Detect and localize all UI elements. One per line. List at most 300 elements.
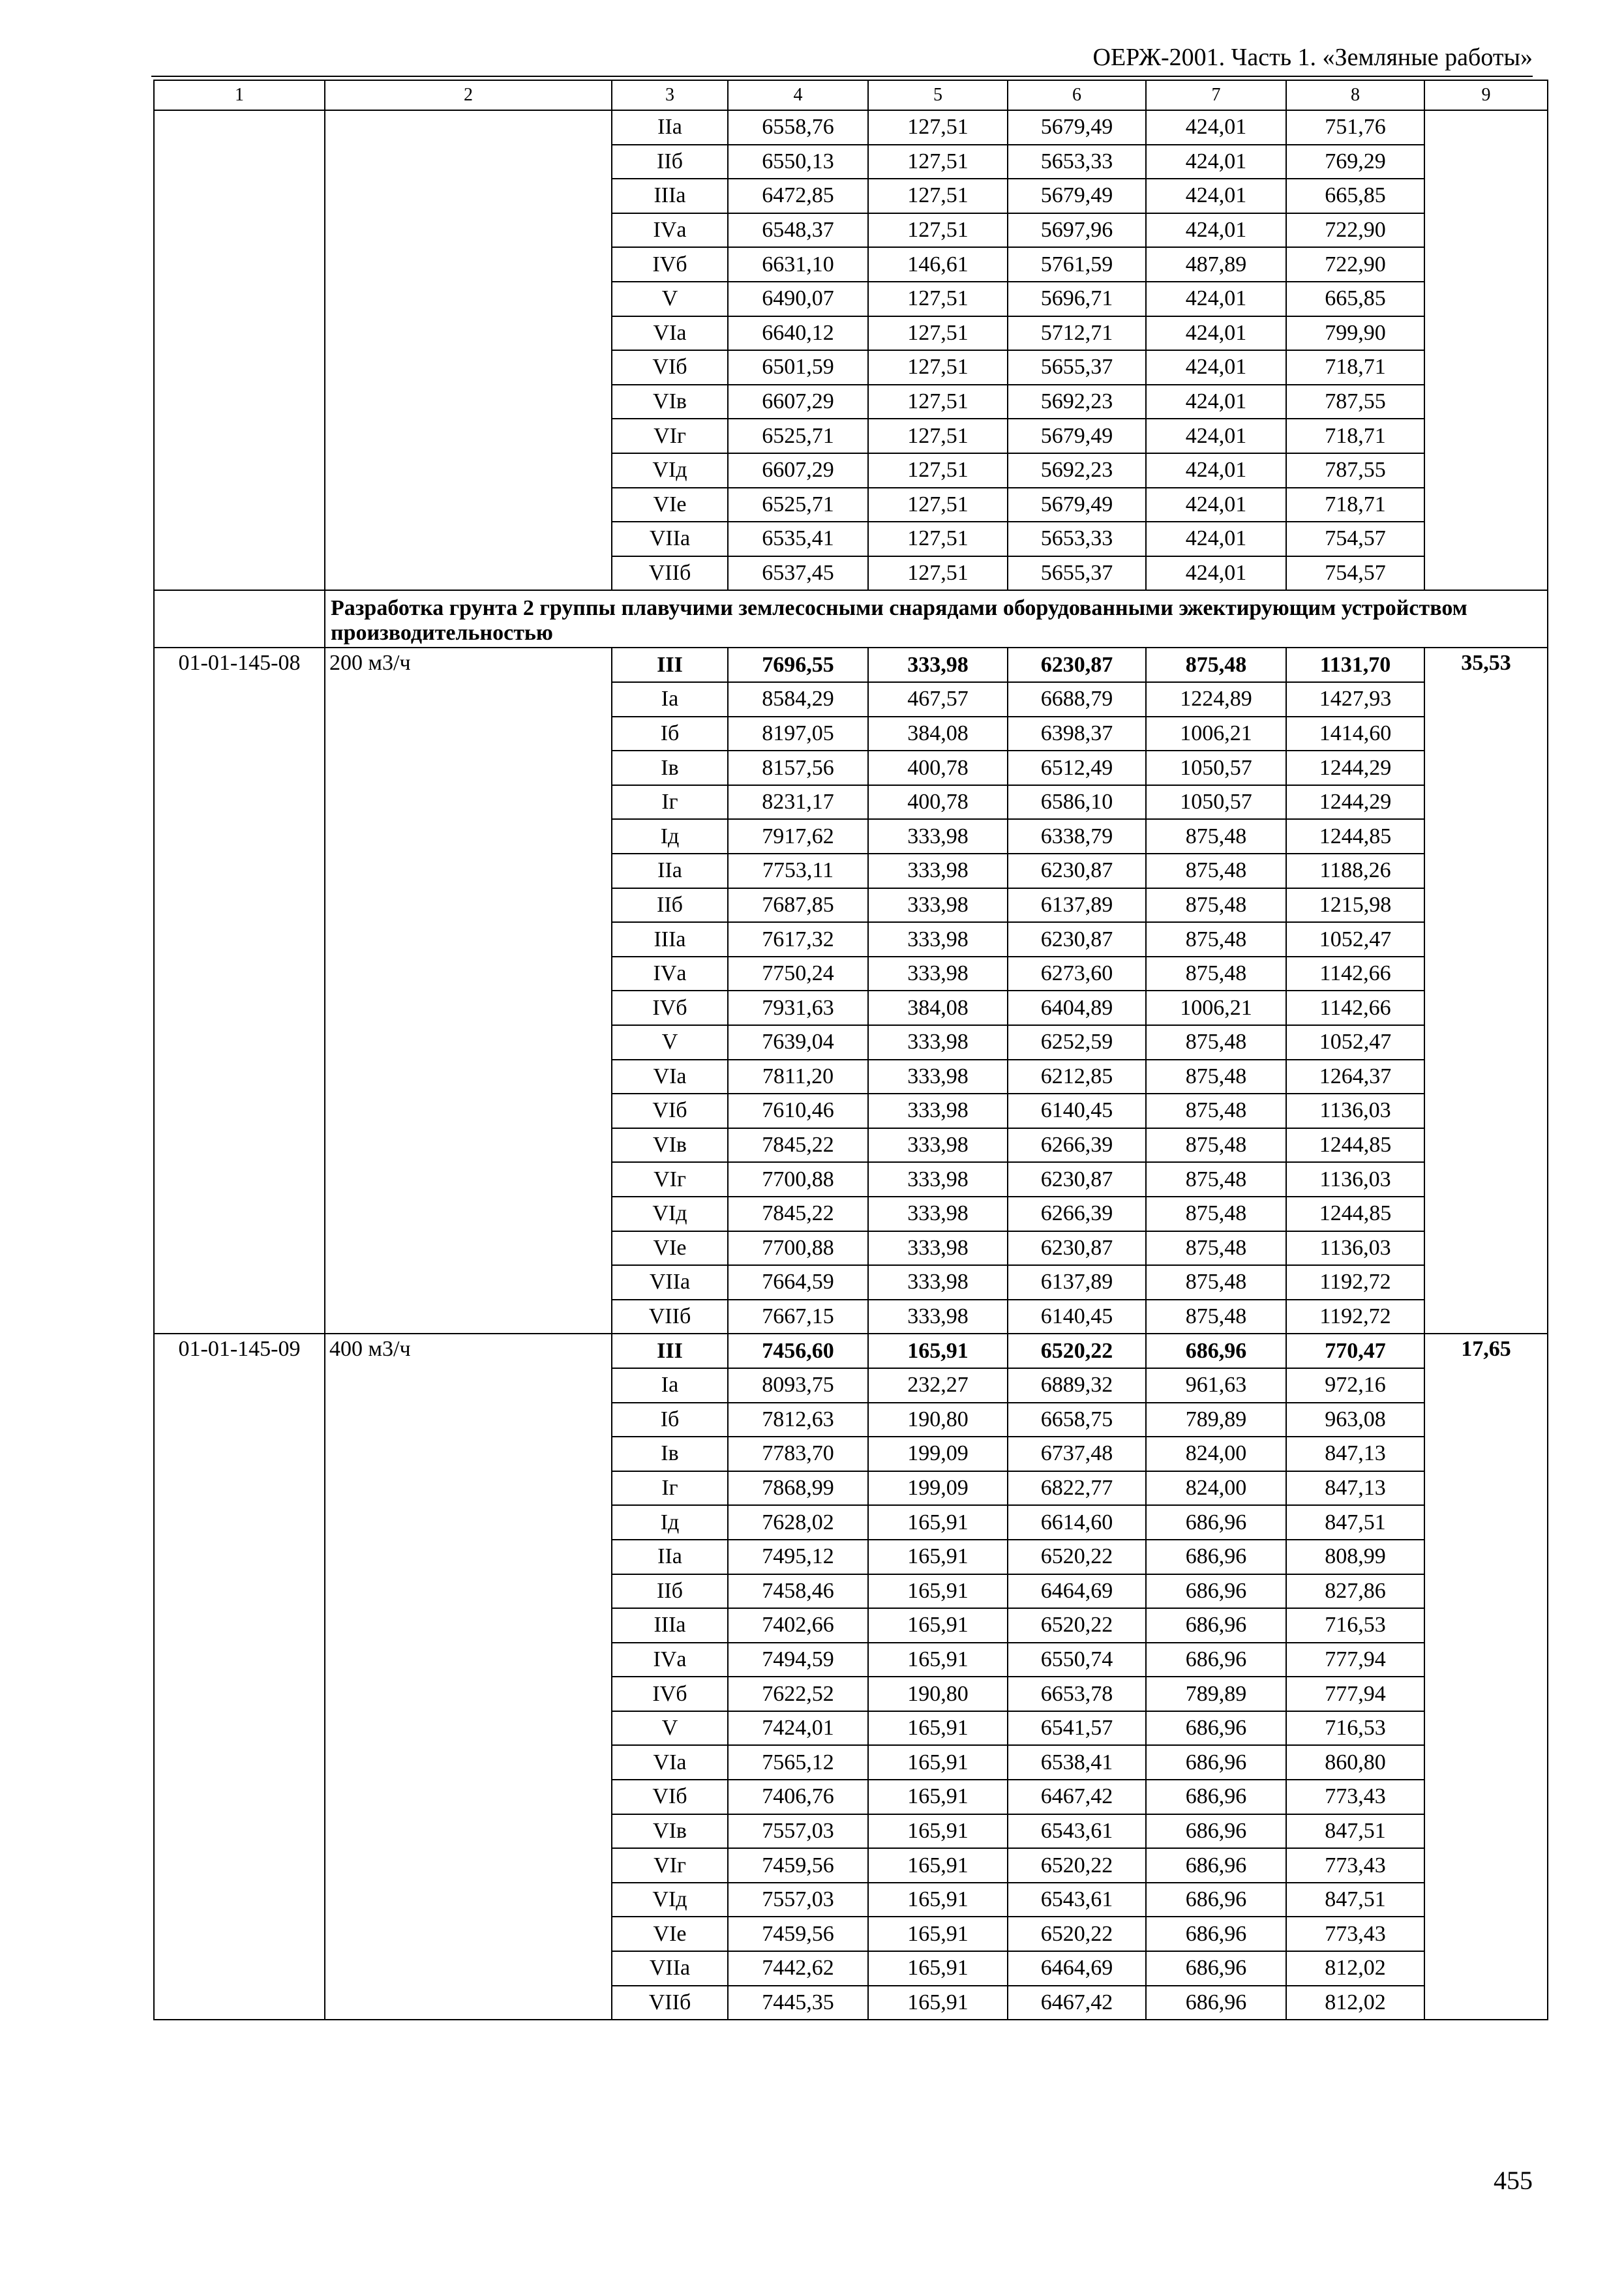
labor-cost-cell: 127,51	[868, 110, 1008, 145]
operator-wage-cell: 875,48	[1146, 888, 1286, 923]
labor-cost-cell: 165,91	[868, 1505, 1008, 1540]
labor-cost-cell: 400,78	[868, 751, 1008, 785]
operator-wage-cell: 686,96	[1146, 1986, 1286, 2020]
operator-wage-cell: 875,48	[1146, 1265, 1286, 1300]
material-cost-cell: 773,43	[1286, 1917, 1424, 1951]
direct-cost-cell: 6607,29	[728, 453, 868, 488]
material-cost-cell: 718,71	[1286, 419, 1424, 453]
direct-cost-cell: 6558,76	[728, 110, 868, 145]
machine-cost-cell: 6230,87	[1008, 1231, 1146, 1266]
soil-category-cell: VIв	[612, 385, 728, 419]
material-cost-cell: 716,53	[1286, 1608, 1424, 1643]
soil-category-cell: IIб	[612, 888, 728, 923]
material-cost-cell: 1142,66	[1286, 991, 1424, 1025]
rates-table-body	[154, 80, 1548, 2020]
direct-cost-cell: 8197,05	[728, 717, 868, 751]
machine-cost-cell: 6230,87	[1008, 648, 1146, 682]
machine-cost-cell: 6266,39	[1008, 1128, 1146, 1163]
operator-wage-cell: 424,01	[1146, 179, 1286, 213]
operator-wage-cell: 686,96	[1146, 1505, 1286, 1540]
operator-wage-cell: 424,01	[1146, 488, 1286, 522]
direct-cost-cell: 7622,52	[728, 1677, 868, 1711]
operator-wage-cell: 424,01	[1146, 522, 1286, 556]
operator-wage-cell: 824,00	[1146, 1437, 1286, 1471]
direct-cost-cell: 7459,56	[728, 1917, 868, 1951]
column-number-row	[154, 80, 1548, 110]
machine-cost-cell: 6658,75	[1008, 1403, 1146, 1437]
machine-cost-cell: 6688,79	[1008, 682, 1146, 717]
material-cost-cell: 751,76	[1286, 110, 1424, 145]
column-number-cell: 8	[1286, 80, 1424, 110]
material-cost-cell: 860,80	[1286, 1745, 1424, 1780]
machine-cost-cell: 5679,49	[1008, 110, 1146, 145]
machine-cost-cell: 6230,87	[1008, 854, 1146, 888]
labor-cost-cell: 333,98	[868, 888, 1008, 923]
soil-category-cell: VIе	[612, 1231, 728, 1266]
material-cost-cell: 1244,85	[1286, 819, 1424, 854]
soil-category-cell: VIIа	[612, 1265, 728, 1300]
soil-category-cell: IVа	[612, 957, 728, 991]
soil-category-cell: IIа	[612, 110, 728, 145]
material-cost-cell: 847,13	[1286, 1471, 1424, 1506]
direct-cost-cell: 7617,32	[728, 922, 868, 957]
machine-cost-cell: 6140,45	[1008, 1094, 1146, 1128]
machine-cost-cell: 5679,49	[1008, 179, 1146, 213]
labor-cost-cell: 333,98	[868, 648, 1008, 682]
soil-category-cell: VIб	[612, 1094, 728, 1128]
machine-cost-cell: 6520,22	[1008, 1917, 1146, 1951]
column-number-cell: 9	[1424, 80, 1548, 110]
operator-wage-cell: 789,89	[1146, 1403, 1286, 1437]
machine-cost-cell: 6889,32	[1008, 1368, 1146, 1403]
labor-cost-cell: 333,98	[868, 1300, 1008, 1334]
labor-cost-cell: 165,91	[868, 1745, 1008, 1780]
direct-cost-cell: 7783,70	[728, 1437, 868, 1471]
material-cost-cell: 1192,72	[1286, 1300, 1424, 1334]
direct-cost-cell: 7458,46	[728, 1574, 868, 1609]
column-number-cell: 3	[612, 80, 728, 110]
labor-cost-cell: 384,08	[868, 717, 1008, 751]
material-cost-cell: 1052,47	[1286, 1025, 1424, 1060]
labor-cost-cell: 127,51	[868, 316, 1008, 351]
direct-cost-cell: 7424,01	[728, 1711, 868, 1746]
soil-category-cell: VIг	[612, 1162, 728, 1197]
machine-cost-cell: 6586,10	[1008, 785, 1146, 820]
soil-category-cell: IIIа	[612, 922, 728, 957]
direct-cost-cell: 6631,10	[728, 247, 868, 282]
labor-cost-cell: 146,61	[868, 247, 1008, 282]
operator-wage-cell: 686,96	[1146, 1711, 1286, 1746]
labor-cost-cell: 333,98	[868, 1060, 1008, 1094]
material-cost-cell: 1215,98	[1286, 888, 1424, 923]
direct-cost-cell: 8584,29	[728, 682, 868, 717]
material-cost-cell: 754,57	[1286, 522, 1424, 556]
material-cost-cell: 722,90	[1286, 247, 1424, 282]
machine-cost-cell: 6653,78	[1008, 1677, 1146, 1711]
labor-cost-cell: 165,91	[868, 1780, 1008, 1814]
soil-category-cell: VIIб	[612, 1986, 728, 2020]
machine-cost-cell: 6543,61	[1008, 1814, 1146, 1849]
soil-category-cell: IIа	[612, 854, 728, 888]
soil-category-cell: Iа	[612, 1368, 728, 1403]
machine-cost-cell: 6614,60	[1008, 1505, 1146, 1540]
machine-cost-cell: 6520,22	[1008, 1540, 1146, 1574]
labor-cost-cell: 127,51	[868, 179, 1008, 213]
labor-cost-cell: 127,51	[868, 282, 1008, 316]
operator-wage-cell: 686,96	[1146, 1917, 1286, 1951]
labor-cost-cell: 190,80	[868, 1677, 1008, 1711]
soil-category-cell: VIг	[612, 419, 728, 453]
labor-cost-cell: 165,91	[868, 1643, 1008, 1677]
operator-wage-cell: 686,96	[1146, 1540, 1286, 1574]
table-row	[154, 110, 1548, 145]
material-cost-cell: 770,47	[1286, 1334, 1424, 1368]
column-number-cell: 4	[728, 80, 868, 110]
material-cost-cell: 754,57	[1286, 556, 1424, 591]
operator-wage-cell: 875,48	[1146, 1300, 1286, 1334]
operator-wage-cell: 424,01	[1146, 419, 1286, 453]
machine-cost-cell: 6398,37	[1008, 717, 1146, 751]
soil-category-cell: VIе	[612, 488, 728, 522]
direct-cost-cell: 6472,85	[728, 179, 868, 213]
operator-wage-cell: 824,00	[1146, 1471, 1286, 1506]
machine-cost-cell: 6520,22	[1008, 1608, 1146, 1643]
direct-cost-cell: 7687,85	[728, 888, 868, 923]
soil-category-cell: IIб	[612, 145, 728, 179]
material-cost-cell: 808,99	[1286, 1540, 1424, 1574]
labor-cost-cell: 127,51	[868, 419, 1008, 453]
soil-category-cell: Iб	[612, 1403, 728, 1437]
column-number-cell: 7	[1146, 80, 1286, 110]
machine-cost-cell: 6467,42	[1008, 1780, 1146, 1814]
labor-cost-cell: 127,51	[868, 453, 1008, 488]
machine-cost-cell: 5761,59	[1008, 247, 1146, 282]
table-row-main	[154, 648, 1548, 682]
rate-cell: 35,53	[1424, 648, 1548, 1334]
machine-cost-cell: 6737,48	[1008, 1437, 1146, 1471]
labor-cost-cell: 400,78	[868, 785, 1008, 820]
direct-cost-cell: 7811,20	[728, 1060, 868, 1094]
soil-category-cell: VIе	[612, 1917, 728, 1951]
rate-cell: 17,65	[1424, 1334, 1548, 2020]
soil-category-cell: VIв	[612, 1128, 728, 1163]
direct-cost-cell: 6501,59	[728, 350, 868, 385]
direct-cost-cell: 7610,46	[728, 1094, 868, 1128]
material-cost-cell: 1264,37	[1286, 1060, 1424, 1094]
operator-wage-cell: 789,89	[1146, 1677, 1286, 1711]
material-cost-cell: 665,85	[1286, 179, 1424, 213]
labor-cost-cell: 127,51	[868, 145, 1008, 179]
labor-cost-cell: 333,98	[868, 1197, 1008, 1231]
direct-cost-cell: 7700,88	[728, 1231, 868, 1266]
direct-cost-cell: 7667,15	[728, 1300, 868, 1334]
machine-cost-cell: 5655,37	[1008, 350, 1146, 385]
name-cell: 200 м3/ч	[325, 648, 612, 1334]
soil-category-cell: IIа	[612, 1540, 728, 1574]
section-title: Разработка грунта 2 группы плавучими землесосными снарядами оборудованными эжектирующим устройством производительностью	[325, 590, 1548, 648]
direct-cost-cell: 7753,11	[728, 854, 868, 888]
material-cost-cell: 1244,85	[1286, 1128, 1424, 1163]
machine-cost-cell: 5697,96	[1008, 213, 1146, 248]
direct-cost-cell: 7696,55	[728, 648, 868, 682]
direct-cost-cell: 7495,12	[728, 1540, 868, 1574]
soil-category-cell: Iг	[612, 1471, 728, 1506]
labor-cost-cell: 127,51	[868, 213, 1008, 248]
material-cost-cell: 718,71	[1286, 350, 1424, 385]
soil-category-cell: V	[612, 1711, 728, 1746]
material-cost-cell: 716,53	[1286, 1711, 1424, 1746]
operator-wage-cell: 1006,21	[1146, 991, 1286, 1025]
direct-cost-cell: 7557,03	[728, 1883, 868, 1917]
machine-cost-cell: 6467,42	[1008, 1986, 1146, 2020]
direct-cost-cell: 7700,88	[728, 1162, 868, 1197]
machine-cost-cell: 6538,41	[1008, 1745, 1146, 1780]
direct-cost-cell: 7557,03	[728, 1814, 868, 1849]
labor-cost-cell: 165,91	[868, 1917, 1008, 1951]
machine-cost-cell: 6543,61	[1008, 1883, 1146, 1917]
name-cell: 400 м3/ч	[325, 1334, 612, 2020]
operator-wage-cell: 686,96	[1146, 1951, 1286, 1986]
machine-cost-cell: 6230,87	[1008, 922, 1146, 957]
labor-cost-cell: 333,98	[868, 1025, 1008, 1060]
operator-wage-cell: 686,96	[1146, 1848, 1286, 1883]
direct-cost-cell: 7845,22	[728, 1128, 868, 1163]
material-cost-cell: 718,71	[1286, 488, 1424, 522]
direct-cost-cell: 8093,75	[728, 1368, 868, 1403]
labor-cost-cell: 333,98	[868, 1094, 1008, 1128]
direct-cost-cell: 7445,35	[728, 1986, 868, 2020]
labor-cost-cell: 165,91	[868, 1540, 1008, 1574]
soil-category-cell: VIг	[612, 1848, 728, 1883]
material-cost-cell: 799,90	[1286, 316, 1424, 351]
material-cost-cell: 787,55	[1286, 385, 1424, 419]
labor-cost-cell: 127,51	[868, 350, 1008, 385]
soil-category-cell: VIд	[612, 1197, 728, 1231]
operator-wage-cell: 875,48	[1146, 648, 1286, 682]
material-cost-cell: 1136,03	[1286, 1094, 1424, 1128]
machine-cost-cell: 6137,89	[1008, 1265, 1146, 1300]
soil-category-cell: VIа	[612, 1745, 728, 1780]
material-cost-cell: 972,16	[1286, 1368, 1424, 1403]
material-cost-cell: 847,51	[1286, 1505, 1424, 1540]
soil-category-cell: IVа	[612, 213, 728, 248]
operator-wage-cell: 424,01	[1146, 453, 1286, 488]
operator-wage-cell: 875,48	[1146, 1094, 1286, 1128]
direct-cost-cell: 7639,04	[728, 1025, 868, 1060]
machine-cost-cell: 6822,77	[1008, 1471, 1146, 1506]
labor-cost-cell: 199,09	[868, 1471, 1008, 1506]
direct-cost-cell: 7494,59	[728, 1643, 868, 1677]
material-cost-cell: 1427,93	[1286, 682, 1424, 717]
direct-cost-cell: 7442,62	[728, 1951, 868, 1986]
machine-cost-cell: 5655,37	[1008, 556, 1146, 591]
operator-wage-cell: 686,96	[1146, 1883, 1286, 1917]
soil-category-cell: IIIа	[612, 1608, 728, 1643]
machine-cost-cell: 6464,69	[1008, 1951, 1146, 1986]
material-cost-cell: 777,94	[1286, 1643, 1424, 1677]
labor-cost-cell: 165,91	[868, 1814, 1008, 1849]
direct-cost-cell: 7406,76	[728, 1780, 868, 1814]
material-cost-cell: 1052,47	[1286, 922, 1424, 957]
labor-cost-cell: 333,98	[868, 1265, 1008, 1300]
soil-category-cell: VIв	[612, 1814, 728, 1849]
labor-cost-cell: 165,91	[868, 1951, 1008, 1986]
material-cost-cell: 722,90	[1286, 213, 1424, 248]
operator-wage-cell: 686,96	[1146, 1814, 1286, 1849]
labor-cost-cell: 127,51	[868, 522, 1008, 556]
machine-cost-cell: 5692,23	[1008, 453, 1146, 488]
material-cost-cell: 847,13	[1286, 1437, 1424, 1471]
operator-wage-cell: 686,96	[1146, 1608, 1286, 1643]
direct-cost-cell: 6548,37	[728, 213, 868, 248]
labor-cost-cell: 333,98	[868, 1128, 1008, 1163]
operator-wage-cell: 875,48	[1146, 1162, 1286, 1197]
machine-cost-cell: 6541,57	[1008, 1711, 1146, 1746]
operator-wage-cell: 875,48	[1146, 957, 1286, 991]
direct-cost-cell: 7931,63	[728, 991, 868, 1025]
material-cost-cell: 847,51	[1286, 1814, 1424, 1849]
rate-cell	[1424, 110, 1548, 590]
soil-category-cell: IVб	[612, 247, 728, 282]
direct-cost-cell: 6535,41	[728, 522, 868, 556]
machine-cost-cell: 5653,33	[1008, 522, 1146, 556]
page-header-title: ОЕРЖ-2001. Часть 1. «Земляные работы»	[1092, 44, 1533, 71]
code-cell	[154, 110, 325, 590]
direct-cost-cell: 6550,13	[728, 145, 868, 179]
operator-wage-cell: 1050,57	[1146, 785, 1286, 820]
machine-cost-cell: 5679,49	[1008, 419, 1146, 453]
direct-cost-cell: 8157,56	[728, 751, 868, 785]
machine-cost-cell: 5679,49	[1008, 488, 1146, 522]
direct-cost-cell: 7750,24	[728, 957, 868, 991]
machine-cost-cell: 6252,59	[1008, 1025, 1146, 1060]
material-cost-cell: 827,86	[1286, 1574, 1424, 1609]
operator-wage-cell: 424,01	[1146, 316, 1286, 351]
labor-cost-cell: 333,98	[868, 957, 1008, 991]
name-cell	[325, 110, 612, 590]
labor-cost-cell: 165,91	[868, 1986, 1008, 2020]
direct-cost-cell: 6607,29	[728, 385, 868, 419]
operator-wage-cell: 875,48	[1146, 1128, 1286, 1163]
operator-wage-cell: 875,48	[1146, 1231, 1286, 1266]
soil-category-cell: IVа	[612, 1643, 728, 1677]
column-number-cell: 6	[1008, 80, 1146, 110]
machine-cost-cell: 6137,89	[1008, 888, 1146, 923]
operator-wage-cell: 424,01	[1146, 145, 1286, 179]
labor-cost-cell: 165,91	[868, 1608, 1008, 1643]
labor-cost-cell: 333,98	[868, 1231, 1008, 1266]
operator-wage-cell: 875,48	[1146, 1197, 1286, 1231]
material-cost-cell: 777,94	[1286, 1677, 1424, 1711]
soil-category-cell: VIIа	[612, 522, 728, 556]
material-cost-cell: 665,85	[1286, 282, 1424, 316]
machine-cost-cell: 5653,33	[1008, 145, 1146, 179]
labor-cost-cell: 165,91	[868, 1711, 1008, 1746]
direct-cost-cell: 7565,12	[728, 1745, 868, 1780]
material-cost-cell: 812,02	[1286, 1986, 1424, 2020]
code-cell: 01-01-145-09	[154, 1334, 325, 2020]
column-number-cell: 2	[325, 80, 612, 110]
soil-category-cell: III	[612, 1334, 728, 1368]
labor-cost-cell: 333,98	[868, 1162, 1008, 1197]
material-cost-cell: 1414,60	[1286, 717, 1424, 751]
soil-category-cell: VIб	[612, 1780, 728, 1814]
machine-cost-cell: 6266,39	[1008, 1197, 1146, 1231]
soil-category-cell: Iб	[612, 717, 728, 751]
labor-cost-cell: 127,51	[868, 488, 1008, 522]
column-number-cell: 1	[154, 80, 325, 110]
direct-cost-cell: 7628,02	[728, 1505, 868, 1540]
machine-cost-cell: 5696,71	[1008, 282, 1146, 316]
soil-category-cell: Iа	[612, 682, 728, 717]
machine-cost-cell: 6273,60	[1008, 957, 1146, 991]
machine-cost-cell: 6464,69	[1008, 1574, 1146, 1609]
operator-wage-cell: 875,48	[1146, 1025, 1286, 1060]
labor-cost-cell: 384,08	[868, 991, 1008, 1025]
soil-category-cell: VIIб	[612, 556, 728, 591]
operator-wage-cell: 686,96	[1146, 1334, 1286, 1368]
material-cost-cell: 773,43	[1286, 1780, 1424, 1814]
direct-cost-cell: 7456,60	[728, 1334, 868, 1368]
direct-cost-cell: 7845,22	[728, 1197, 868, 1231]
page-number: 455	[1494, 2166, 1533, 2195]
labor-cost-cell: 232,27	[868, 1368, 1008, 1403]
soil-category-cell: IVб	[612, 1677, 728, 1711]
machine-cost-cell: 6212,85	[1008, 1060, 1146, 1094]
operator-wage-cell: 686,96	[1146, 1745, 1286, 1780]
direct-cost-cell: 6490,07	[728, 282, 868, 316]
labor-cost-cell: 127,51	[868, 556, 1008, 591]
machine-cost-cell: 6550,74	[1008, 1643, 1146, 1677]
soil-category-cell: VIа	[612, 1060, 728, 1094]
material-cost-cell: 787,55	[1286, 453, 1424, 488]
material-cost-cell: 1142,66	[1286, 957, 1424, 991]
material-cost-cell: 1244,85	[1286, 1197, 1424, 1231]
operator-wage-cell: 961,63	[1146, 1368, 1286, 1403]
direct-cost-cell: 6640,12	[728, 316, 868, 351]
soil-category-cell: VIд	[612, 453, 728, 488]
material-cost-cell: 1244,29	[1286, 785, 1424, 820]
labor-cost-cell: 165,91	[868, 1883, 1008, 1917]
machine-cost-cell: 5712,71	[1008, 316, 1146, 351]
material-cost-cell: 1131,70	[1286, 648, 1424, 682]
operator-wage-cell: 424,01	[1146, 110, 1286, 145]
code-cell: 01-01-145-08	[154, 648, 325, 1334]
section-title-row	[154, 590, 1548, 648]
operator-wage-cell: 487,89	[1146, 247, 1286, 282]
operator-wage-cell: 424,01	[1146, 282, 1286, 316]
operator-wage-cell: 1224,89	[1146, 682, 1286, 717]
labor-cost-cell: 333,98	[868, 922, 1008, 957]
soil-category-cell: IVб	[612, 991, 728, 1025]
labor-cost-cell: 165,91	[868, 1574, 1008, 1609]
operator-wage-cell: 1050,57	[1146, 751, 1286, 785]
machine-cost-cell: 6520,22	[1008, 1848, 1146, 1883]
operator-wage-cell: 424,01	[1146, 385, 1286, 419]
soil-category-cell: Iв	[612, 751, 728, 785]
material-cost-cell: 1136,03	[1286, 1162, 1424, 1197]
section-spacer-cell	[154, 590, 325, 648]
soil-category-cell: IIIа	[612, 179, 728, 213]
machine-cost-cell: 6512,49	[1008, 751, 1146, 785]
labor-cost-cell: 165,91	[868, 1848, 1008, 1883]
material-cost-cell: 963,08	[1286, 1403, 1424, 1437]
material-cost-cell: 769,29	[1286, 145, 1424, 179]
material-cost-cell: 773,43	[1286, 1848, 1424, 1883]
machine-cost-cell: 6338,79	[1008, 819, 1146, 854]
direct-cost-cell: 6525,71	[728, 419, 868, 453]
direct-cost-cell: 8231,17	[728, 785, 868, 820]
